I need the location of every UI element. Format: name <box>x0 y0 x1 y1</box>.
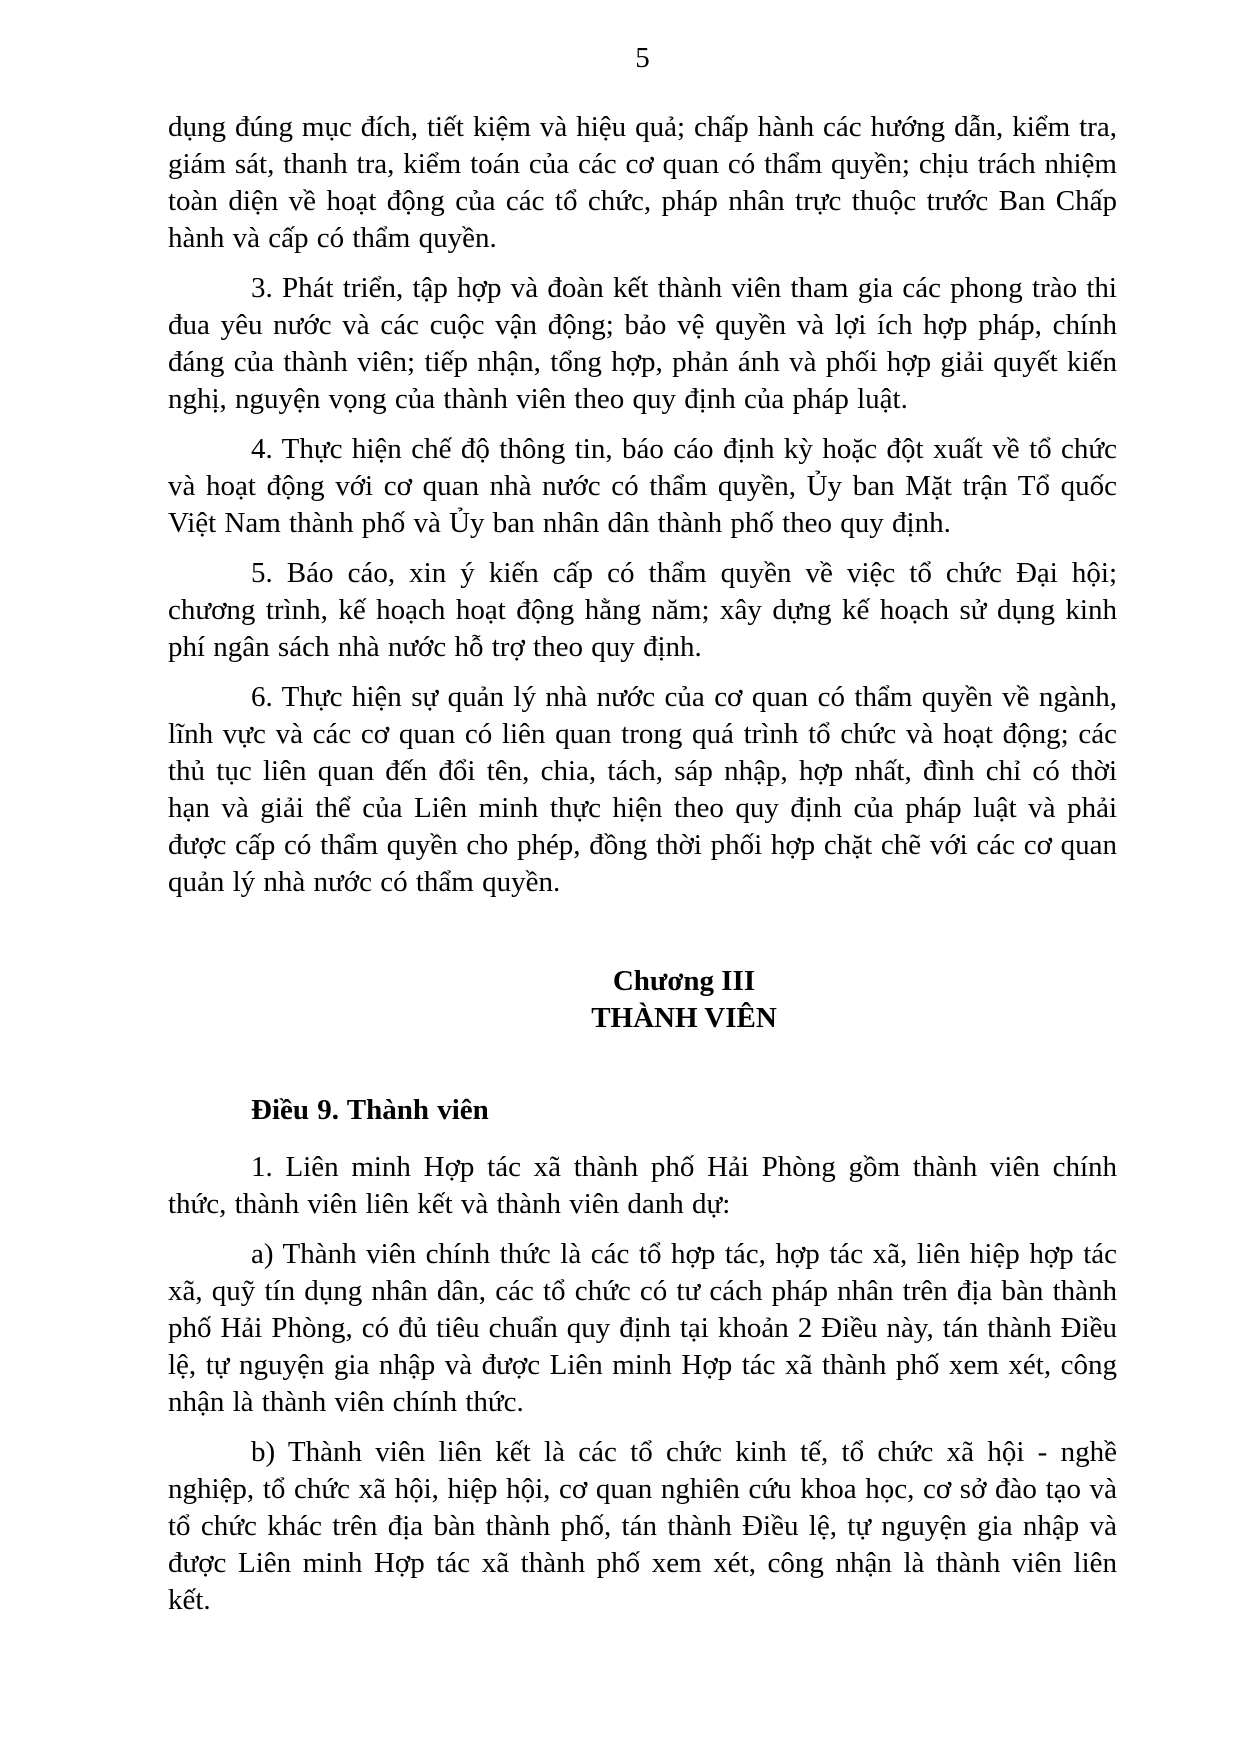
paragraph-continuation: dụng đúng mục đích, tiết kiệm và hiệu quả; chấp hành các hướng dẫn, kiểm tra, giám sát, thanh tra, kiểm toán của các cơ quan có thẩm quyền; chịu trách nhiệm toàn diện về hoạt động của các tổ chức, pháp nhân trực thuộc trước Ban Chấp hành và cấp có thẩm quyền. <box>168 111 1117 254</box>
paragraph-item-3: 3. Phát triển, tập hợp và đoàn kết thành viên tham gia các phong trào thi đua yêu nước và các cuộc vận động; bảo vệ quyền và lợi ích hợp pháp, chính đáng của thành viên; tiếp nhận, tổng hợp, phản ánh và phối hợp giải quyết kiến nghị, nguyện vọng của thành viên theo quy định của pháp luật. <box>168 272 1117 415</box>
paragraph-item-6: 6. Thực hiện sự quản lý nhà nước của cơ quan có thẩm quyền về ngành, lĩnh vực và các cơ quan có liên quan trong quá trình tổ chức và hoạt động; các thủ tục liên quan đến đổi tên, chia, tách, sáp nhập, hợp nhất, đình chỉ có thời hạn và giải thể của Liên minh thực hiện theo quy định của pháp luật và phải được cấp có thẩm quyền cho phép, đồng thời phối hợp chặt chẽ với các cơ quan quản lý nhà nước có thẩm quyền. <box>168 681 1117 898</box>
document-body <box>168 109 1117 1619</box>
paragraph-article9-clause-1: 1. Liên minh Hợp tác xã thành phố Hải Phòng gồm thành viên chính thức, thành viên liên kết và thành viên danh dự: <box>168 1151 1117 1220</box>
paragraph-article9-point-b: b) Thành viên liên kết là các tổ chức kinh tế, tổ chức xã hội - nghề nghiệp, tổ chức xã hội, hiệp hội, cơ quan nghiên cứu khoa học, cơ sở đào tạo và tổ chức khác trên địa bàn thành phố, tán thành Điều lệ, tự nguyện gia nhập và được Liên minh Hợp tác xã thành phố xem xét, công nhận là thành viên liên kết. <box>168 1436 1117 1616</box>
paragraph-article9-point-a: a) Thành viên chính thức là các tổ hợp tác, hợp tác xã, liên hiệp hợp tác xã, quỹ tín dụng nhân dân, các tổ chức có tư cách pháp nhân trên địa bàn thành phố Hải Phòng, có đủ tiêu chuẩn quy định tại khoản 2 Điều này, tán thành Điều lệ, tự nguyện gia nhập và được Liên minh Hợp tác xã thành phố xem xét, công nhận là thành viên chính thức. <box>168 1238 1117 1418</box>
paragraph-item-5: 5. Báo cáo, xin ý kiến cấp có thẩm quyền về việc tổ chức Đại hội; chương trình, kế hoạch hoạt động hằng năm; xây dựng kế hoạch sử dụng kinh phí ngân sách nhà nước hỗ trợ theo quy định. <box>168 557 1117 663</box>
chapter-number-heading: Chương III <box>612 965 756 997</box>
chapter-title-heading: THÀNH VIÊN <box>591 1002 777 1034</box>
page-number: 5 <box>635 42 650 74</box>
article-9-heading: Điều 9. Thành viên <box>251 1094 489 1126</box>
paragraph-item-4: 4. Thực hiện chế độ thông tin, báo cáo định kỳ hoặc đột xuất về tổ chức và hoạt động với cơ quan nhà nước có thẩm quyền, Ủy ban Mặt trận Tổ quốc Việt Nam thành phố và Ủy ban nhân dân thành phố theo quy định. <box>168 433 1117 539</box>
